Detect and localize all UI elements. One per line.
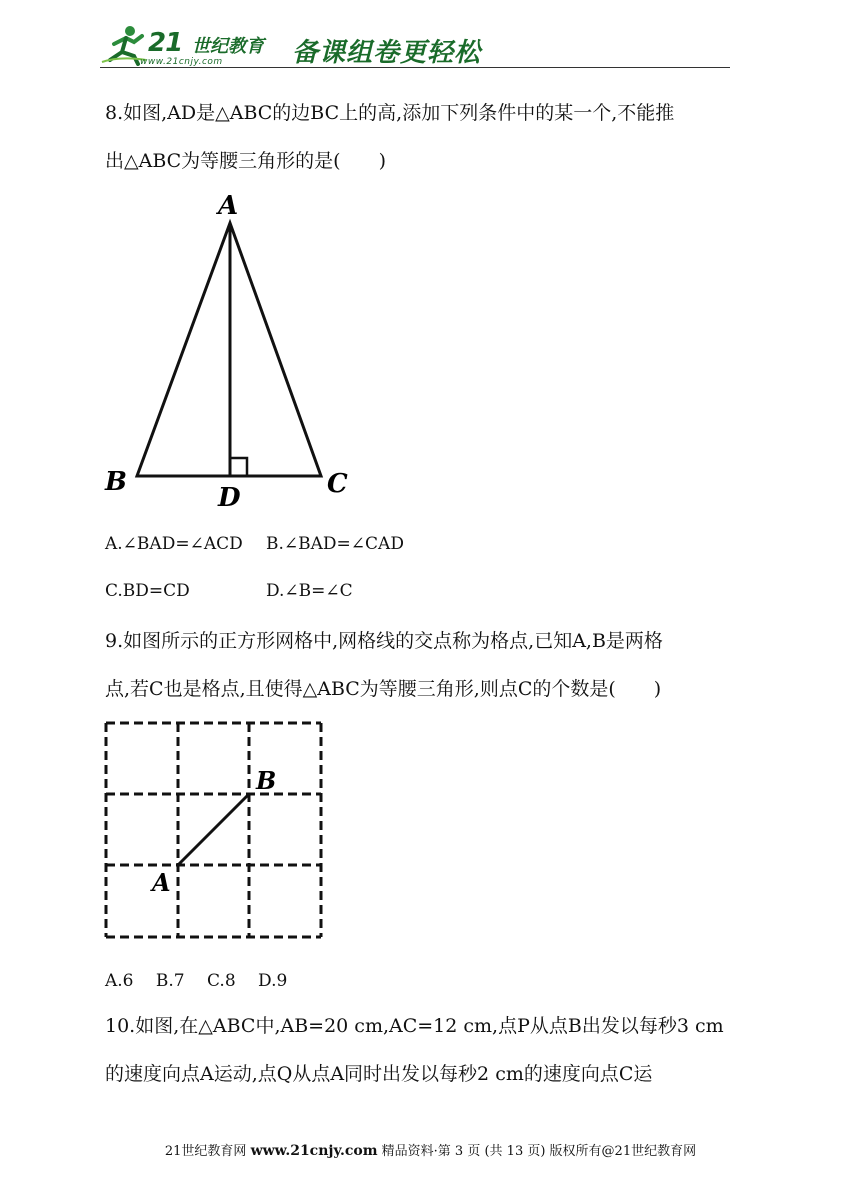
q9-label-b: B xyxy=(256,766,277,795)
q8-label-a: A xyxy=(218,191,239,221)
q9-grid-figure xyxy=(100,715,330,947)
q10-text-line1: 10.如图,在△ABC中,AB=20 cm,AC=12 cm,点P从点B出发以每秒3 cm xyxy=(105,1015,724,1037)
q9-text-line2: 点,若C也是格点,且使得△ABC为等腰三角形,则点C的个数是( ) xyxy=(105,678,662,700)
footer-right: 精品资料·第 3 页 (共 13 页) 版权所有@21世纪教育网 xyxy=(377,1144,697,1159)
footer-left: 21世纪教育网 xyxy=(164,1144,251,1159)
q8-option-c: C.BD=CD xyxy=(105,581,190,601)
q10-text-line2: 的速度向点A运动,点Q从点A同时出发以每秒2 cm的速度向点C运 xyxy=(105,1063,653,1085)
q8-option-b: B.∠BAD=∠CAD xyxy=(266,534,404,554)
brand-name: 世纪教育 xyxy=(192,36,264,57)
q8-label-b: B xyxy=(105,467,127,497)
q8-label-c: C xyxy=(327,469,348,499)
q8-triangle-figure xyxy=(100,190,370,510)
page-header xyxy=(100,20,730,70)
q9-label-a: A xyxy=(152,868,171,897)
q9-text-line1: 9.如图所示的正方形网格中,网格线的交点称为格点,已知A,B是两格 xyxy=(105,630,663,652)
q8-option-d: D.∠B=∠C xyxy=(266,581,353,601)
q8-option-a: A.∠BAD=∠ACD xyxy=(105,534,243,554)
q8-text-line2: 出△ABC为等腰三角形的是( ) xyxy=(105,150,387,172)
header-slogan: 备课组卷更轻松 xyxy=(292,38,482,68)
brand-number: 21 xyxy=(148,28,183,58)
q8-text-line1: 8.如图,AD是△ABC的边BC上的高,添加下列条件中的某一个,不能推 xyxy=(105,102,675,124)
brand-url: www.21cnjy.com xyxy=(140,57,223,67)
q9-options: A.6 B.7 C.8 D.9 xyxy=(105,971,288,991)
header-divider xyxy=(100,67,730,68)
footer-url[interactable]: www.21cnjy.com xyxy=(250,1143,378,1159)
page-footer xyxy=(0,1140,861,1159)
q8-label-d: D xyxy=(218,483,241,510)
